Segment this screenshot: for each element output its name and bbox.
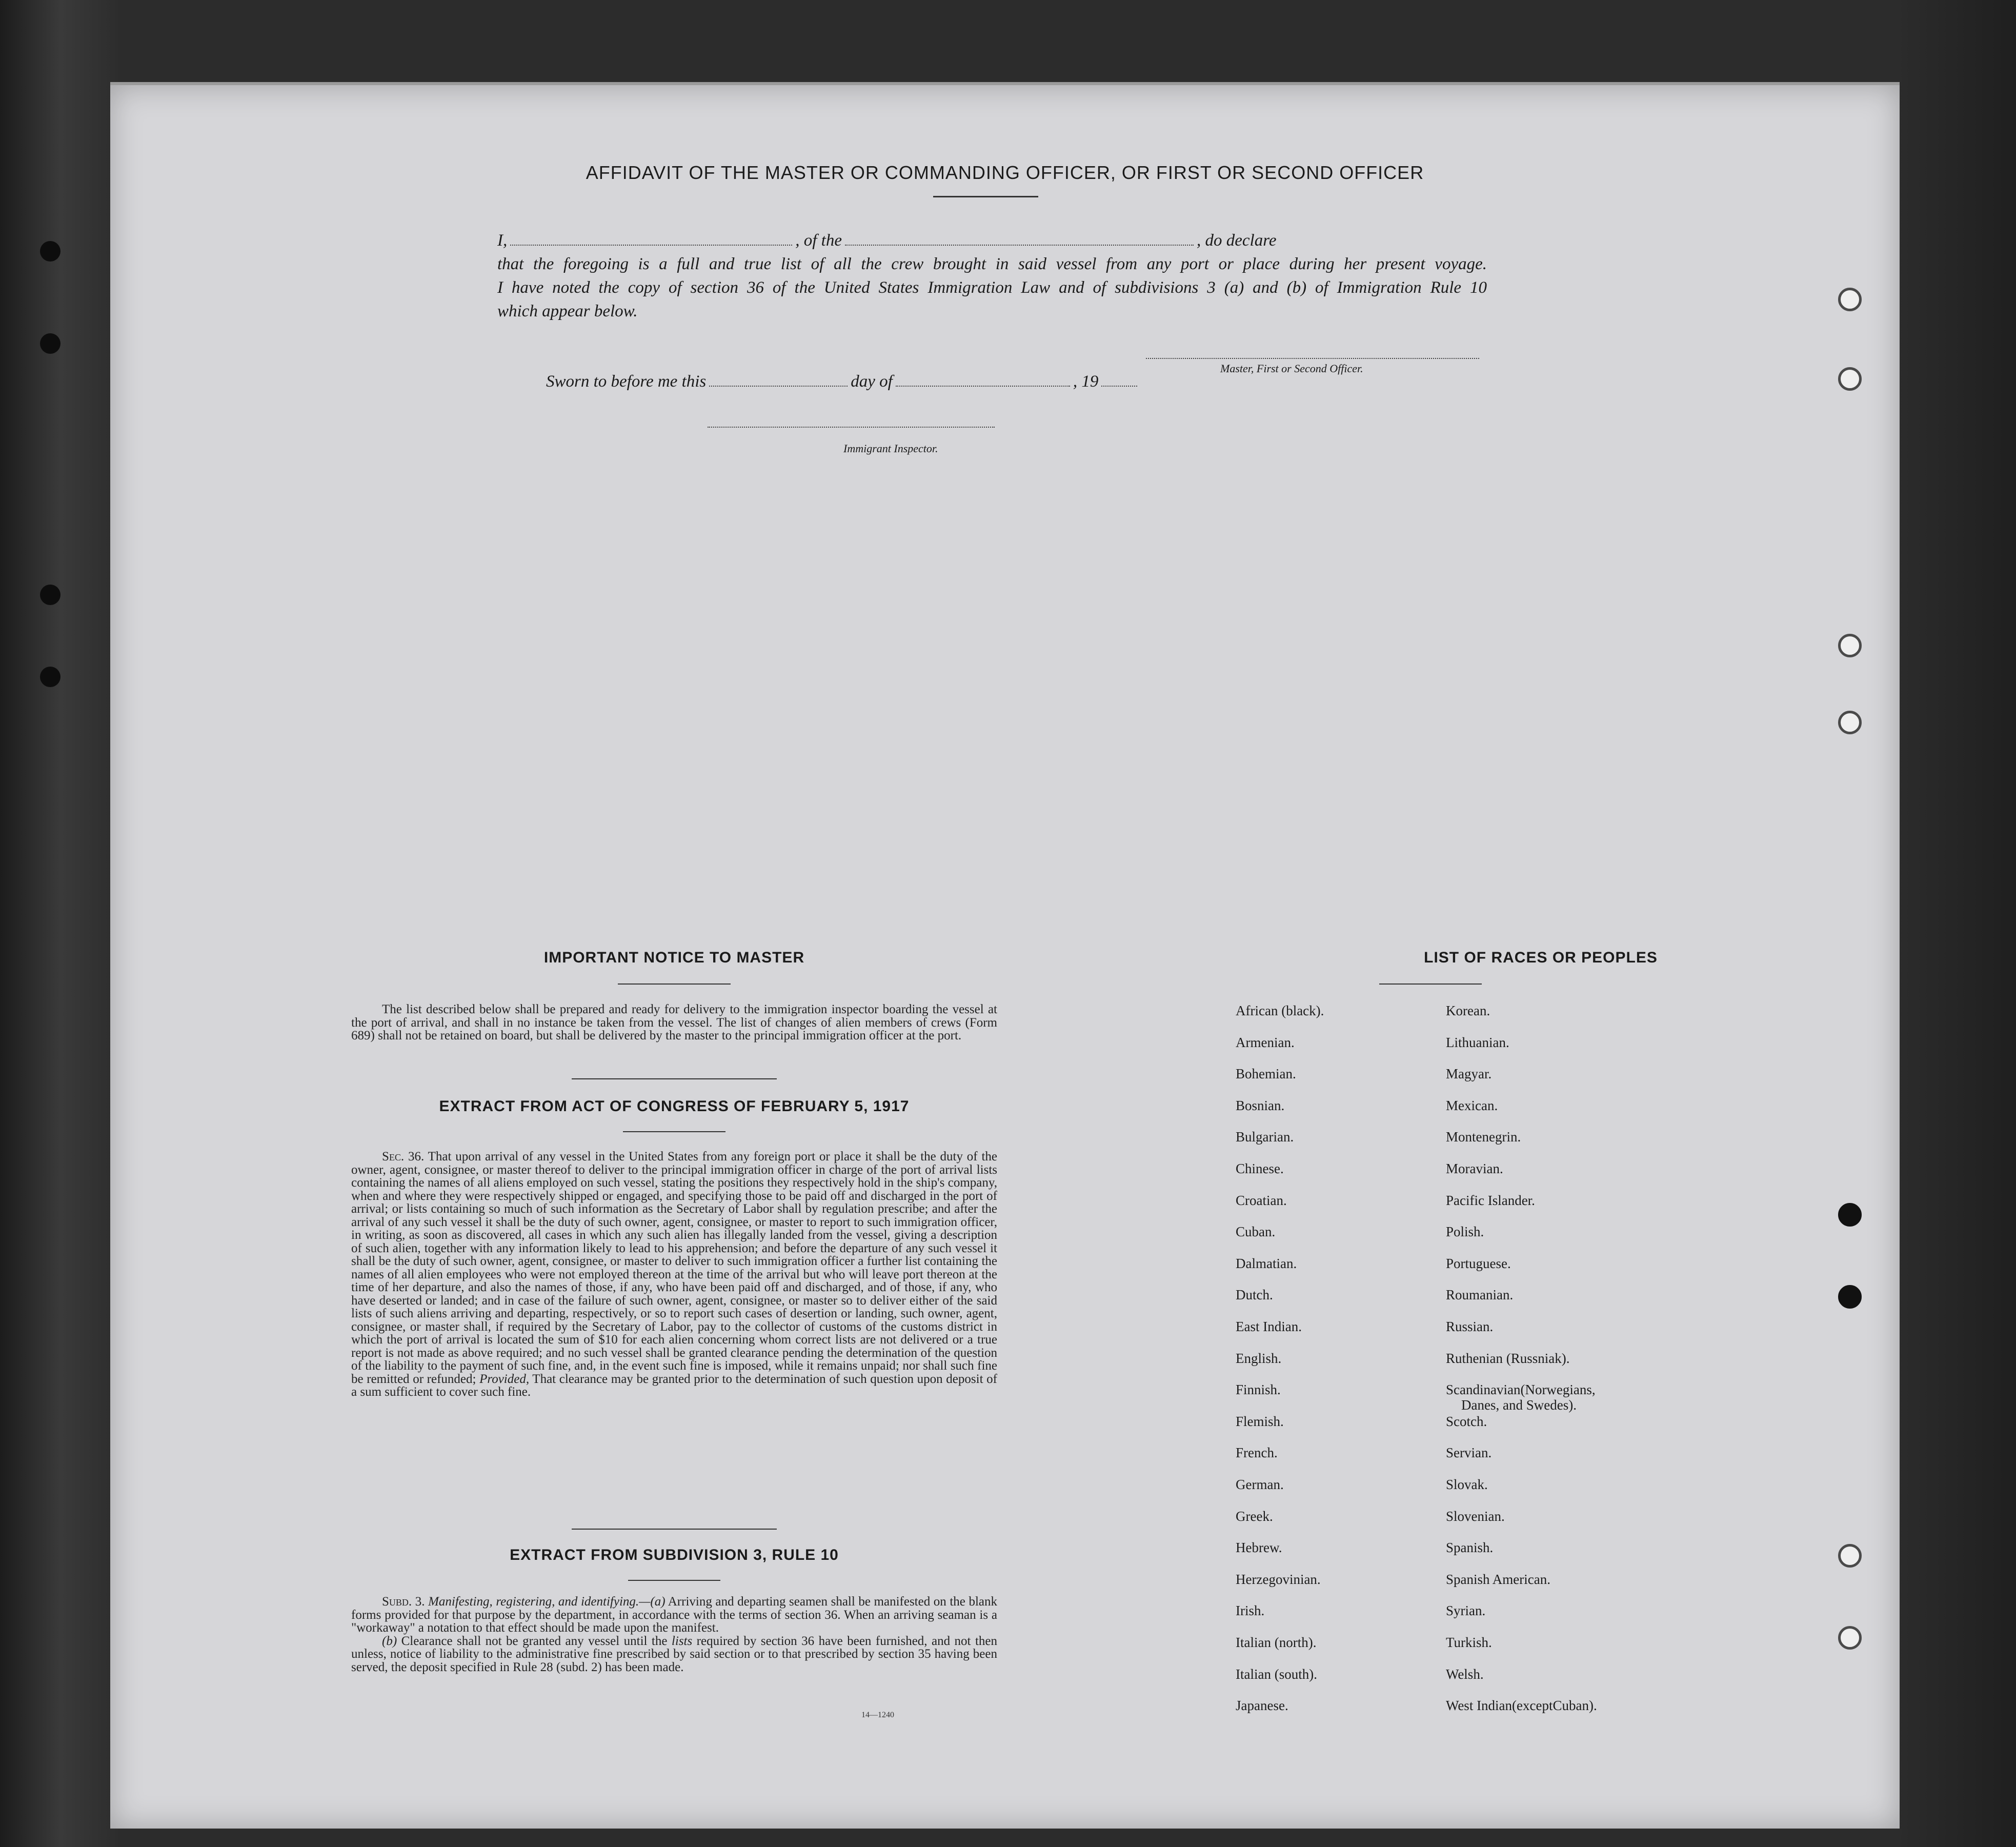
race-item: Italian (north). — [1236, 1635, 1317, 1650]
race-item: Ruthenian (Russniak). — [1446, 1350, 1570, 1366]
race-item: Bohemian. — [1236, 1066, 1296, 1082]
act-heading: EXTRACT FROM ACT OF CONGRESS OF FEBRUARY 5, 1917 — [439, 1098, 910, 1115]
race-item: Korean. — [1446, 1003, 1490, 1018]
race-item: Bosnian. — [1236, 1097, 1285, 1113]
rule-b-text-2: required by section 36 have been furnished, and not then unless, notice of liability to the administrative fine prescribed by said section or to that prescribed by section 35 having been served, the deposit specified in Rule 28 (subd. 2) has been made. — [351, 1634, 997, 1674]
race-item: Flemish. — [1236, 1413, 1284, 1429]
act-rule — [623, 1131, 725, 1132]
notice-text — [351, 1003, 997, 1042]
race-item: African (black). — [1236, 1003, 1324, 1018]
sworn-day-of: day of — [851, 372, 893, 391]
race-item: Slovenian. — [1446, 1508, 1505, 1524]
punch-hole — [1838, 288, 1862, 311]
document-page — [110, 82, 1900, 1829]
race-item: Lithuanian. — [1446, 1034, 1509, 1050]
sworn-month-field[interactable] — [896, 372, 1070, 387]
rule-b-lists: lists — [671, 1634, 693, 1648]
rule-subd-label: Subd. 3. — [382, 1595, 425, 1609]
race-item: Irish. — [1236, 1603, 1265, 1619]
punch-hole — [1838, 1285, 1862, 1309]
punch-hole — [1838, 1203, 1862, 1227]
affidavit-title: AFFIDAVIT OF THE MASTER OR COMMANDING OFFICER, OR FIRST OR SECOND OFFICER — [586, 162, 1424, 183]
race-item: Montenegrin. — [1446, 1129, 1521, 1145]
sworn-year: , 19 — [1073, 372, 1099, 391]
act-provided-label: Provided, — [479, 1372, 530, 1386]
race-item: Polish. — [1446, 1224, 1484, 1240]
race-item: Magyar. — [1446, 1066, 1492, 1082]
sworn-prefix: Sworn to before me this — [546, 372, 707, 391]
race-item: Turkish. — [1446, 1635, 1492, 1650]
race-item: Scandinavian(Norwegians, — [1446, 1382, 1596, 1398]
race-item: Pacific Islander. — [1446, 1192, 1535, 1208]
punch-hole — [1838, 1544, 1862, 1568]
master-signature-line[interactable] — [1146, 358, 1479, 359]
form-number: 14—1240 — [861, 1711, 894, 1719]
race-item: Greek. — [1236, 1508, 1273, 1524]
race-item: Dalmatian. — [1236, 1255, 1297, 1271]
race-item: East Indian. — [1236, 1319, 1302, 1334]
race-item: Servian. — [1446, 1445, 1492, 1461]
race-item: Russian. — [1446, 1319, 1494, 1334]
race-item: Hebrew. — [1236, 1540, 1282, 1556]
rule-b-text-1: Clearance shall not be granted any vessel until the — [401, 1634, 668, 1648]
race-item: Bulgarian. — [1236, 1129, 1294, 1145]
race-item: Welsh. — [1446, 1666, 1484, 1682]
races-rule — [1379, 983, 1482, 985]
affidavit-line-1 — [497, 229, 1487, 252]
race-item: Portuguese. — [1446, 1255, 1511, 1271]
race-item: Italian (south). — [1236, 1666, 1317, 1682]
race-item: Dutch. — [1236, 1287, 1273, 1303]
act-text — [351, 1150, 997, 1399]
race-item: Danes, and Swedes). — [1461, 1397, 1577, 1413]
affidavit-do-declare: , do declare — [1196, 231, 1277, 250]
rule-b-label: (b) — [382, 1634, 397, 1648]
race-item: Finnish. — [1236, 1382, 1281, 1398]
race-item: Spanish. — [1446, 1540, 1494, 1556]
race-item: English. — [1236, 1350, 1282, 1366]
affidavit-body — [497, 229, 1487, 323]
sworn-line — [546, 372, 1140, 391]
races-right-column — [1446, 1003, 1702, 1721]
race-item: Roumanian. — [1446, 1287, 1514, 1303]
races-heading: LIST OF RACES OR PEOPLES — [1424, 949, 1658, 966]
punch-hole — [1838, 1626, 1862, 1650]
rule-subd-title: Manifesting, registering, and identifying.—(a) — [428, 1595, 666, 1609]
races-left-column — [1236, 1003, 1420, 1721]
race-item: Herzegovinian. — [1236, 1571, 1321, 1587]
name-field[interactable] — [510, 231, 792, 246]
rule-heading: EXTRACT FROM SUBDIVISION 3, RULE 10 — [510, 1547, 839, 1563]
race-item: Moravian. — [1446, 1161, 1503, 1176]
race-item: Cuban. — [1236, 1224, 1276, 1240]
race-item: German. — [1236, 1477, 1284, 1492]
binding-hole — [40, 585, 61, 605]
rule-text — [351, 1595, 997, 1674]
punch-hole — [1838, 634, 1862, 657]
sworn-year-field[interactable] — [1101, 372, 1137, 387]
race-item: Spanish American. — [1446, 1571, 1550, 1587]
race-item: Chinese. — [1236, 1161, 1284, 1176]
race-item: West Indian(exceptCuban). — [1446, 1698, 1597, 1714]
affidavit-line-2: that the foregoing is a full and true list of all the crew brought in said vessel from any port or place during her present voyage. — [497, 255, 1487, 273]
affidavit-line-4: which appear below. — [497, 302, 638, 320]
rule-a-text: Arriving and departing seamen shall be manifested on the blank forms provided for that purpose by the department, in accordance with the terms of section 36. When an arriving seaman is a "workaway" a notation to that effect should be made upon the manifest. — [351, 1595, 998, 1635]
sworn-day-field[interactable] — [709, 372, 848, 387]
title-rule — [933, 196, 1038, 197]
race-item: Slovak. — [1446, 1477, 1488, 1492]
race-item: Croatian. — [1236, 1192, 1287, 1208]
binding-hole — [40, 333, 61, 354]
binding-hole — [40, 241, 61, 262]
affidavit-i: I, — [497, 231, 508, 250]
notice-heading: IMPORTANT NOTICE TO MASTER — [543, 949, 805, 966]
master-signature-label: Master, First or Second Officer. — [1220, 362, 1363, 375]
act-section-text: That upon arrival of any vessel in the United States from any foreign port or place it shall be the duty of the owner, agent, consignee, or master thereof to deliver to the principal immigration officer in charge of the port of arrival lists containing the names of all aliens employed on such vessel, stating the positions they respectively hold in the ship's company, when and where they were respectively shipped or engaged, and specifying those to be paid off and discharged in the port of arrival; or lists containing so much of such information as the Secretary of Labor shall by regulation prescribe; and after the arrival of any such vessel it shall be the duty of such owner, agent, consignee, or master to report to such immigration officer, in writing, as soon as discovered, all cases in which any such alien has illegally landed from the vessel, giving a description of such alien, together with any information likely to lead to his apprehension; and before the departure of any such vessel it shall be the duty of such owner, agent, consignee, or master to deliver to such immigration officer a further list containing the names of all alien employees who were not employed thereon at the time of the arrival but who will leave port thereon at the time of her departure, and also the names of those, if any, who have been paid off and discharged, and of those, if any, who have deserted or landed; and in case of the failure of such owner, agent, consignee, or master so to deliver either of the said lists of such aliens arriving and departing, respectively, or so to report such cases of desertion or landing, such owner, agent, consignee, or master shall, if required by the Secretary of Labor, pay to the collector of customs of the customs district in which the port of arrival is located the sum of $10 for each alien concerning whom correct lists are not delivered or a true report is not made as above required; and no such vessel shall be granted clearance pending the determination of the question of the liability to the payment of such fine, and, in the event such fine is imposed, while it remains unpaid; nor shall such fine be remitted or refunded; — [351, 1150, 997, 1386]
race-item: Mexican. — [1446, 1097, 1498, 1113]
inspector-label: Immigrant Inspector. — [843, 442, 938, 455]
race-item: Syrian. — [1446, 1603, 1486, 1619]
punch-hole — [1838, 367, 1862, 391]
act-section-label: Sec. 36. — [382, 1150, 425, 1163]
punch-hole — [1838, 711, 1862, 734]
section-divider — [572, 1529, 777, 1530]
race-item: Japanese. — [1236, 1698, 1288, 1714]
race-item: Armenian. — [1236, 1034, 1295, 1050]
race-item: French. — [1236, 1445, 1278, 1461]
section-divider — [572, 1078, 777, 1079]
affidavit-of-the: , of the — [795, 231, 842, 250]
rule-rule — [628, 1580, 720, 1581]
notice-paragraph: The list described below shall be prepared and ready for delivery to the immigration inspector boarding the vessel at the port of arrival, and shall in no instance be taken from the vessel. The list of changes of alien members of crews (Form 689) shall not be retained on board, but shall be delivered by the master to the principal immigration officer at the port. — [351, 1002, 997, 1042]
race-item: Scotch. — [1446, 1413, 1487, 1429]
affidavit-line-3: I have noted the copy of section 36 of the United States Immigration Law and of subdivisions 3 (a) and (b) of Immigration Rule 10 — [497, 278, 1487, 297]
act-provided-text: That clearance may be granted prior to the determination of such question upon deposit of a sum sufficient to cover such fine. — [351, 1372, 997, 1399]
inspector-signature-line[interactable] — [708, 427, 995, 428]
vessel-field[interactable] — [845, 231, 1194, 246]
notice-rule — [618, 983, 731, 985]
binding-hole — [40, 667, 61, 687]
